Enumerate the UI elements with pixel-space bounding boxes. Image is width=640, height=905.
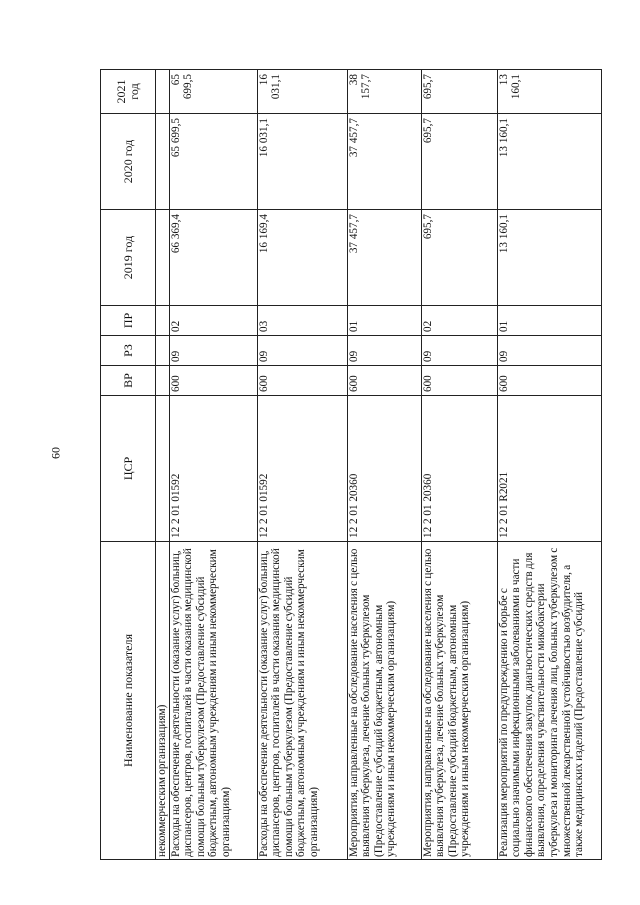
header-pr: ПР bbox=[101, 306, 156, 336]
empty-cell bbox=[156, 114, 170, 210]
row-vr: 600 bbox=[257, 366, 347, 396]
row-pr: 03 bbox=[257, 306, 347, 336]
row-csr: 12 2 01 R2021 bbox=[497, 396, 601, 542]
header-rz: РЗ bbox=[101, 336, 156, 366]
row-2021: 38 157,7 bbox=[347, 70, 421, 114]
row-2021: 695,7 bbox=[421, 70, 497, 114]
row-2020: 695,7 bbox=[421, 114, 497, 210]
empty-cell bbox=[156, 210, 170, 306]
header-2020: 2020 год bbox=[101, 114, 156, 210]
row-pr: 01 bbox=[347, 306, 421, 336]
budget-table bbox=[100, 69, 602, 860]
row-pr: 02 bbox=[421, 306, 497, 336]
row-2019: 13 160,1 bbox=[497, 210, 601, 306]
header-2021: 2021 год bbox=[101, 70, 156, 114]
table-row bbox=[347, 70, 421, 860]
row-name: Мероприятия, направленные на обследование населения с целью выявления туберкулеза, лечение больных туберкулезом (Предоставление субсидий бюджетным, автономным учреждениям и иным некоммерческим организациям) bbox=[347, 542, 421, 860]
table-row bbox=[421, 70, 497, 860]
row-2019: 66 369,4 bbox=[169, 210, 257, 306]
row-rz: 09 bbox=[421, 336, 497, 366]
row-vr: 600 bbox=[347, 366, 421, 396]
row-rz: 09 bbox=[347, 336, 421, 366]
row-pr: 01 bbox=[497, 306, 601, 336]
row-2020: 37 457,7 bbox=[347, 114, 421, 210]
row-rz: 09 bbox=[497, 336, 601, 366]
header-csr: ЦСР bbox=[101, 396, 156, 542]
continuation-row bbox=[156, 70, 170, 860]
row-vr: 600 bbox=[421, 366, 497, 396]
empty-cell bbox=[156, 70, 170, 114]
page-number: 60 bbox=[48, 447, 63, 459]
row-name: Мероприятия, направленные на обследование населения с целью выявления туберкулеза, лечение больных туберкулезом (Предоставление субсидий бюджетным, автономным учреждениям и иным некоммерческим организациям) bbox=[421, 542, 497, 860]
row-csr: 12 2 01 01592 bbox=[257, 396, 347, 542]
table-row bbox=[497, 70, 601, 860]
row-name: Расходы на обеспечение деятельности (оказание услуг) больниц, диспансеров, центров, госпиталей в части оказания медицинской помощи больным туберкулезом (Предоставление субсидий бюджетным, автономным учреждениям и иным некоммерческим организациям) bbox=[257, 542, 347, 860]
row-vr: 600 bbox=[169, 366, 257, 396]
row-2020: 13 160,1 bbox=[497, 114, 601, 210]
row-2019: 695,7 bbox=[421, 210, 497, 306]
row-2020: 16 031,1 bbox=[257, 114, 347, 210]
empty-cell bbox=[156, 336, 170, 366]
empty-cell bbox=[156, 396, 170, 542]
table-row bbox=[169, 70, 257, 860]
row-csr: 12 2 01 20360 bbox=[421, 396, 497, 542]
header-2019: 2019 год bbox=[101, 210, 156, 306]
row-csr: 12 2 01 20360 bbox=[347, 396, 421, 542]
row-vr: 600 bbox=[497, 366, 601, 396]
rotated-table-block bbox=[100, 70, 586, 860]
table-row bbox=[257, 70, 347, 860]
row-rz: 09 bbox=[257, 336, 347, 366]
row-2021: 16 031,1 bbox=[257, 70, 347, 114]
row-2020: 65 699,5 bbox=[169, 114, 257, 210]
empty-cell bbox=[156, 306, 170, 336]
row-2019: 37 457,7 bbox=[347, 210, 421, 306]
row-pr: 02 bbox=[169, 306, 257, 336]
row-csr: 12 2 01 01592 bbox=[169, 396, 257, 542]
header-row bbox=[101, 70, 156, 860]
row-2021: 13 160,1 bbox=[497, 70, 601, 114]
header-vr: ВР bbox=[101, 366, 156, 396]
row-2021: 65 699,5 bbox=[169, 70, 257, 114]
row-2019: 16 169,4 bbox=[257, 210, 347, 306]
row-name: Реализация мероприятий по предупреждению и борьбе с социально значимыми инфекционными заболеваниями в части финансового обеспечения закупок диагностических средств для выявления, определения чувствительности микобактерии туберкулеза и мониторинга лечения лиц, больных туберкулезом с множественной лекарственной устойчивостью возбудителя, а также медицинских изделий (Предоставление субсидий bbox=[497, 542, 601, 860]
header-name: Наименование показателя bbox=[101, 542, 156, 860]
row-name: Расходы на обеспечение деятельности (оказание услуг) больниц, диспансеров, центров, госпиталей в части оказания медицинской помощи больным туберкулезом (Предоставление субсидий бюджетным, автономным учреждениям и иным некоммерческим организациям) bbox=[169, 542, 257, 860]
row-rz: 09 bbox=[169, 336, 257, 366]
continuation-text: некоммерческим организациям) bbox=[156, 542, 170, 860]
empty-cell bbox=[156, 366, 170, 396]
